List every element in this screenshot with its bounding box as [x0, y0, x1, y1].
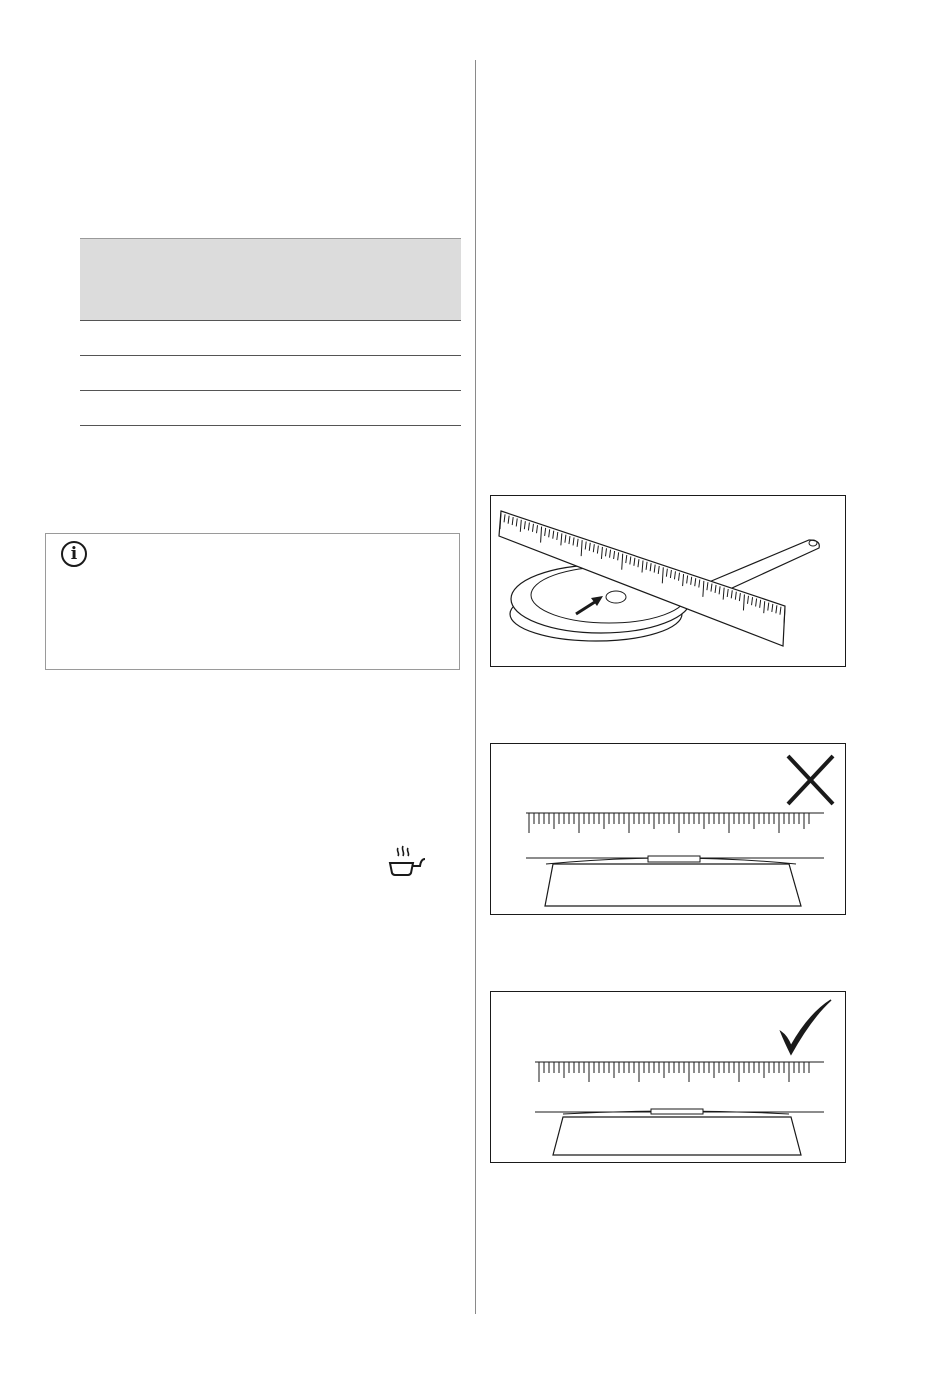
table-row — [80, 321, 461, 356]
table-cell — [271, 321, 462, 355]
spec-table — [80, 238, 461, 426]
table-cell — [271, 391, 462, 425]
table-cell — [80, 356, 271, 390]
table-row — [80, 356, 461, 391]
check-icon — [781, 1000, 831, 1054]
table-cell — [80, 321, 271, 355]
table-cell — [271, 356, 462, 390]
table-header — [80, 238, 461, 321]
cross-icon — [788, 756, 833, 804]
figure-ruler-on-pan — [490, 495, 846, 667]
table-row — [80, 391, 461, 426]
ruler-on-pan-illustration — [491, 496, 845, 666]
info-note-box — [45, 533, 460, 670]
pan-steam-icon — [388, 845, 428, 879]
figure-correct-flatness — [490, 991, 846, 1163]
table-header-cell — [271, 239, 462, 320]
table-header-cell — [80, 239, 271, 320]
column-divider — [475, 60, 476, 1314]
info-icon: i — [61, 541, 87, 567]
figure-incorrect-flatness — [490, 743, 846, 915]
table-cell — [80, 391, 271, 425]
